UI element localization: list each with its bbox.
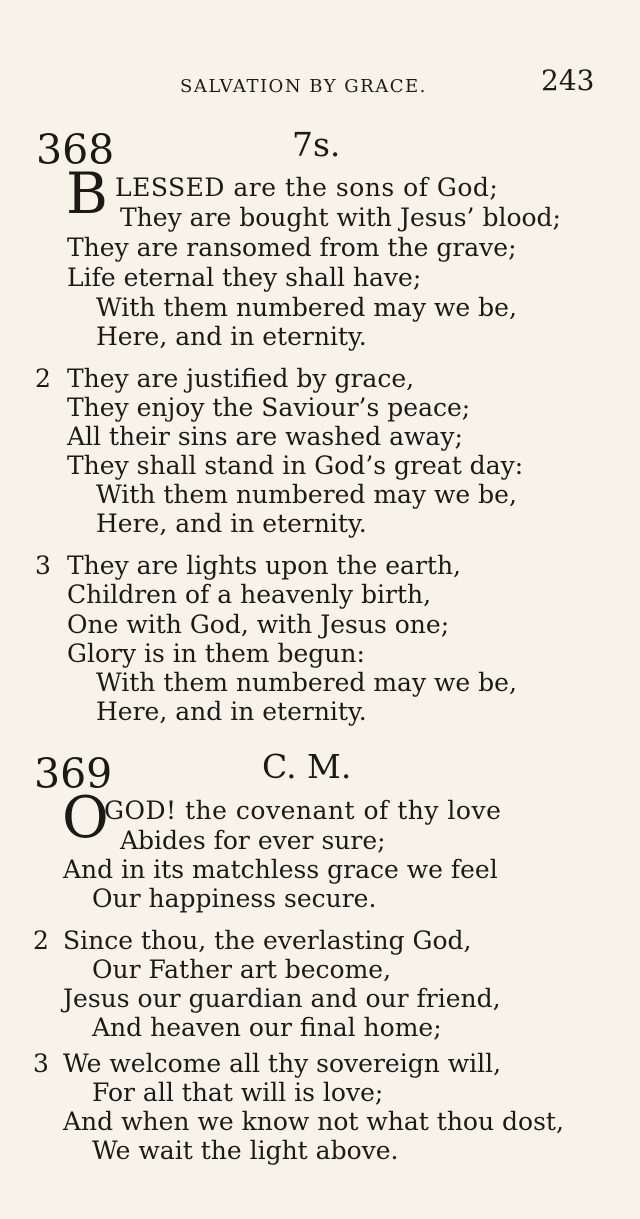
verse-line: LESSED are the sons of God; (115, 173, 499, 202)
verse-line: Here, and in eternity. (96, 509, 367, 538)
verse-line: They are lights upon the earth, (67, 551, 461, 580)
verse-line: GOD! the covenant of thy love (104, 796, 502, 825)
verse-line: Our Father art become, (92, 955, 392, 984)
page-number: 243 (541, 64, 595, 97)
stanza-number: 3 (33, 1049, 49, 1078)
verse-line: They are justified by grace, (67, 364, 415, 393)
hymn-number: 368 (36, 126, 115, 174)
verse-line: For all that will is love; (92, 1078, 384, 1107)
verse-line: They are ransomed from the grave; (67, 233, 517, 262)
verse-line: They are bought with Jesus’ blood; (120, 203, 561, 232)
verse-line: With them numbered may we be, (96, 480, 517, 509)
verse-line: Here, and in eternity. (96, 322, 367, 351)
verse-line: All their sins are washed away; (67, 422, 463, 451)
hymn-number: 369 (34, 750, 113, 798)
verse-line: Life eternal they shall have; (67, 263, 422, 292)
verse-line: We wait the light above. (92, 1136, 399, 1165)
verse-line: One with God, with Jesus one; (67, 610, 450, 639)
verse-line: With them numbered may we be, (96, 293, 517, 322)
verse-line: Abides for ever sure; (120, 826, 386, 855)
drop-cap: B (66, 161, 108, 227)
stanza-number: 2 (35, 364, 51, 393)
verse-line: Jesus our guardian and our friend, (63, 984, 501, 1013)
running-title: SALVATION BY GRACE. (180, 76, 427, 97)
verse-line: Our happiness secure. (92, 884, 377, 913)
verse-line: And in its matchless grace we feel (63, 855, 498, 884)
verse-line: They enjoy the Saviour’s peace; (67, 393, 471, 422)
verse-line: Glory is in them begun: (67, 639, 365, 668)
verse-line: With them numbered may we be, (96, 668, 517, 697)
hymn-meter: 7s. (292, 125, 341, 164)
verse-line: And when we know not what thou dost, (63, 1107, 564, 1136)
verse-line: They shall stand in God’s great day: (67, 451, 524, 480)
drop-cap: O (62, 785, 109, 851)
verse-line: Here, and in eternity. (96, 697, 367, 726)
hymn-meter: C. M. (262, 747, 352, 786)
verse-line: And heaven our final home; (92, 1013, 442, 1042)
verse-line: Since thou, the everlasting God, (63, 926, 472, 955)
stanza-number: 3 (35, 551, 51, 580)
verse-line: Children of a heavenly birth, (67, 580, 432, 609)
verse-line: We welcome all thy sovereign will, (63, 1049, 502, 1078)
stanza-number: 2 (33, 926, 49, 955)
